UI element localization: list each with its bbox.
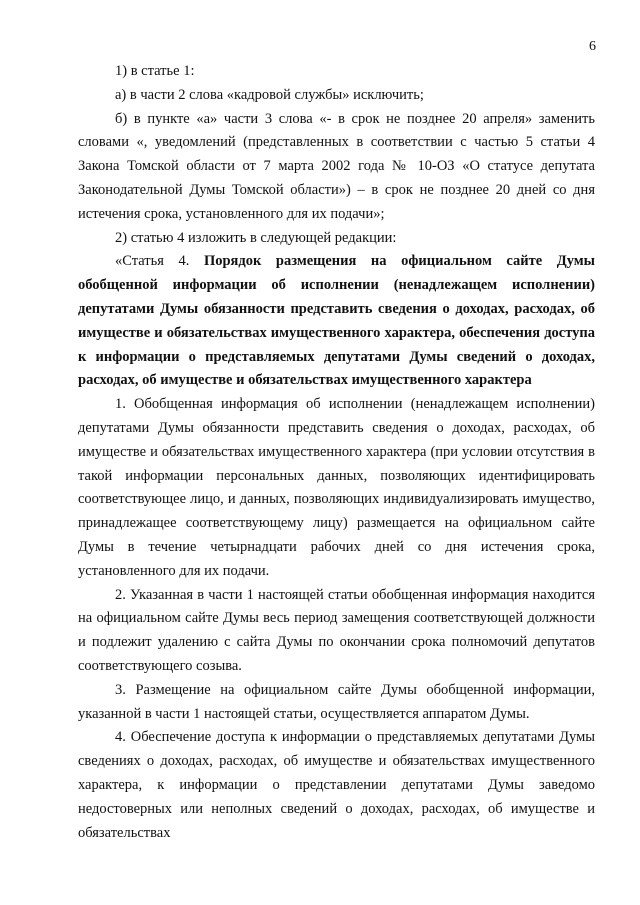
page-number: 6: [589, 39, 596, 54]
paragraph-article-4-intro: 2) статью 4 изложить в следующей редакции:: [115, 229, 397, 246]
paragraph-clause-4: 4. Обеспечение доступа к информации о представляемых депутатами Думы сведениях о доходах, расходах, об имуществе и обязательствах имущественного характера, к информации о представлении депутатами Думы заведомо недостоверных или неполных сведений о доходах, расходах, об имуществе и обязательствах: [78, 729, 595, 841]
paragraph-clause-1: 1. Обобщенная информация об исполнении (ненадлежащем исполнении) депутатами Думы обязанности представить сведения о доходах, расходах, об имуществе и обязательствах имущественного характера (при условии отсутствия в такой информации персональных данных, позволяющих идентифицировать соответствующее лицо, и данных, позволяющих индивидуализировать имущество, принадлежащее соответствующему лицу) размещается на официальном сайте Думы в течение четырнадцати рабочих дней со дня истечения срока, установленного для их подачи.: [78, 396, 595, 579]
paragraph-part-3: б) в пункте «а» части 3 слова «- в срок не позднее 20 апреля» заменить словами «, уведомлений (представленных в соответствии с частью 5 статьи 4 Закона Томской области от 7 марта 2002 года № 10-ОЗ «О статусе депутата Законодательной Думы Томской области») – в срок не позднее 20 дней со дня истечения срока, установленного для их подачи»;: [78, 110, 595, 222]
article-4-title: Порядок размещения на официальном сайте Думы обобщенной информации об исполнении (ненадлежащем исполнении) депутатами Думы обязанности представить сведения о доходах, расходах, об имуществе и обязательствах имущественного характера, обеспечения доступа к информации о представляемых депутатами Думы сведений о доходах, расходах, об имуществе и обязательствах имущественного характера: [78, 253, 595, 389]
article-4-prefix: «Статья 4.: [115, 253, 204, 270]
paragraph-clause-2: 2. Указанная в части 1 настоящей статьи обобщенная информация находится на официальном сайте Думы весь период замещения соответствующей должности и подлежит удалению с сайта Думы по окончании срока полномочий депутатов соответствующего созыва.: [78, 586, 595, 674]
paragraph-article-1: 1) в статье 1:: [115, 63, 195, 79]
document-body: [78, 60, 595, 845]
paragraph-clause-3: 3. Размещение на официальном сайте Думы обобщенной информации, указанной в части 1 настоящей статьи, осуществляется аппаратом Думы.: [78, 681, 595, 722]
paragraph-part-2: а) в части 2 слова «кадровой службы» исключить;: [115, 86, 424, 103]
paragraph-article-4-heading: [78, 250, 595, 393]
